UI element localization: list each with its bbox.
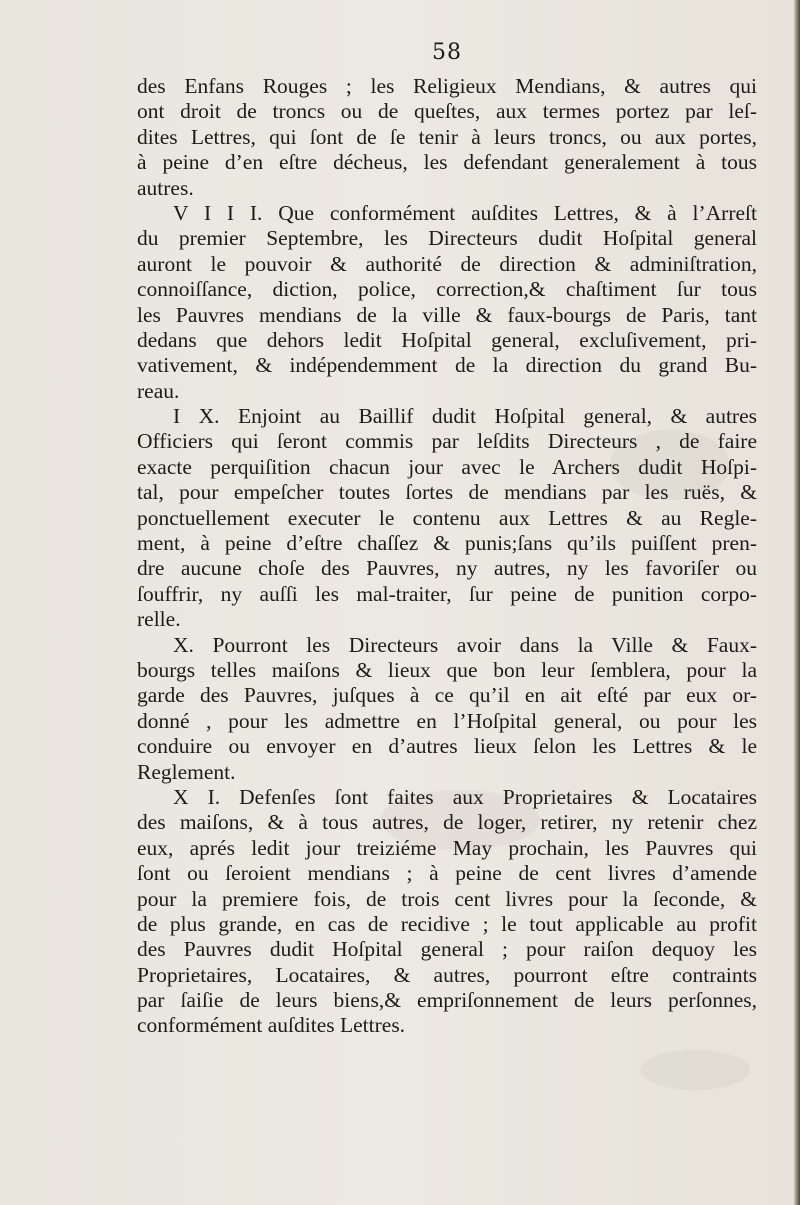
- paragraph: [137, 74, 757, 201]
- text-line: des maiſons, & à tous autres, de loger, retirer, ny retenir chez: [137, 810, 757, 835]
- text-line: reau.: [137, 378, 180, 403]
- text-line: exacte perquiſition chacun jour avec le Archers dudit Hoſpi-: [137, 454, 757, 479]
- text-line: ment, à peine d’eſtre chaſſez & punis;ſans qu’ils puiſſent pren-: [137, 531, 757, 556]
- text-line: dites Lettres, qui ſont de ſe tenir à leurs troncs, ou aux portes,: [137, 124, 757, 149]
- text-line: I X. Enjoint au Baillif dudit Hoſpital general, & autres: [173, 404, 757, 429]
- text-line: par ſaiſie de leurs biens,& empriſonnement de leurs perſonnes,: [137, 988, 757, 1013]
- text-line: des Pauvres dudit Hoſpital general ; pour raiſon dequoy les: [137, 937, 757, 962]
- text-line: tal, pour empeſcher toutes ſortes de mendians par les ruës, &: [137, 480, 757, 505]
- text-line: conformément auſdites Lettres.: [137, 1013, 406, 1038]
- paragraph: [137, 201, 757, 404]
- text-line: connoiſſance, diction, police, correction,& chaſtiment ſur tous: [137, 277, 757, 302]
- body-text: [137, 74, 757, 1039]
- page-number: 58: [432, 40, 462, 65]
- paper-stain: [640, 1050, 750, 1090]
- text-line: autres.: [137, 175, 194, 200]
- text-line: ſouffrir, ny auſſi les mal-traiter, ſur peine de punition corpo-: [137, 581, 757, 606]
- text-line: vativement, & indépendemment de la direction du grand Bu-: [137, 353, 757, 378]
- text-line: à peine d’en eſtre décheus, les defendant generalement à tous: [137, 150, 757, 175]
- text-line: dedans que dehors ledit Hoſpital general, excluſivement, pri-: [137, 327, 757, 352]
- text-line: garde des Pauvres, juſques à ce qu’il en ait eſté par eux or-: [137, 683, 757, 708]
- text-line: Reglement.: [137, 759, 236, 784]
- text-line: V I I I. Que conformément auſdites Lettres, & à l’Arreſt: [173, 200, 757, 225]
- paragraph: [137, 633, 757, 785]
- text-line: du premier Septembre, les Directeurs dudit Hoſpital general: [137, 226, 757, 251]
- paragraph: [137, 404, 757, 633]
- text-line: X I. Defenſes ſont faites aux Proprietaires & Locataires: [173, 784, 757, 809]
- text-line: conduire ou envoyer en d’autres lieux ſelon les Lettres & le: [137, 734, 757, 759]
- text-line: pour la premiere fois, de trois cent livres pour la ſeconde, &: [137, 886, 757, 911]
- text-line: donné , pour les admettre en l’Hoſpital general, ou pour les: [137, 708, 757, 733]
- book-spine-edge: [794, 0, 800, 1205]
- text-line: Proprietaires, Locataires, & autres, pourront eſtre contraints: [137, 962, 757, 987]
- paragraph: [137, 785, 757, 1039]
- text-line: des Enfans Rouges ; les Religieux Mendians, & autres qui: [137, 74, 757, 98]
- text-line: relle.: [137, 607, 181, 632]
- text-line: ponctuellement executer le contenu aux Lettres & au Regle-: [137, 505, 757, 530]
- text-line: eux, aprés ledit jour treiziéme May prochain, les Pauvres qui: [137, 835, 757, 860]
- text-line: Officiers qui ſeront commis par leſdits Directeurs , de faire: [137, 429, 757, 454]
- text-line: de plus grande, en cas de recidive ; le tout applicable au profit: [137, 911, 757, 936]
- text-line: auront le pouvoir & authorité de direction & adminiſtration,: [137, 251, 757, 276]
- text-line: ſont ou ſeroient mendians ; à peine de cent livres d’amende: [137, 861, 757, 886]
- text-line: bourgs telles maiſons & lieux que bon leur ſemblera, pour la: [137, 657, 757, 682]
- text-line: ont droit de troncs ou de queſtes, aux termes portez par leſ-: [137, 99, 757, 124]
- text-line: dre aucune choſe des Pauvres, ny autres, ny les favoriſer ou: [137, 556, 757, 581]
- text-line: les Pauvres mendians de la ville & faux-bourgs de Paris, tant: [137, 302, 757, 327]
- text-line: X. Pourront les Directeurs avoir dans la Ville & Faux-: [173, 632, 757, 657]
